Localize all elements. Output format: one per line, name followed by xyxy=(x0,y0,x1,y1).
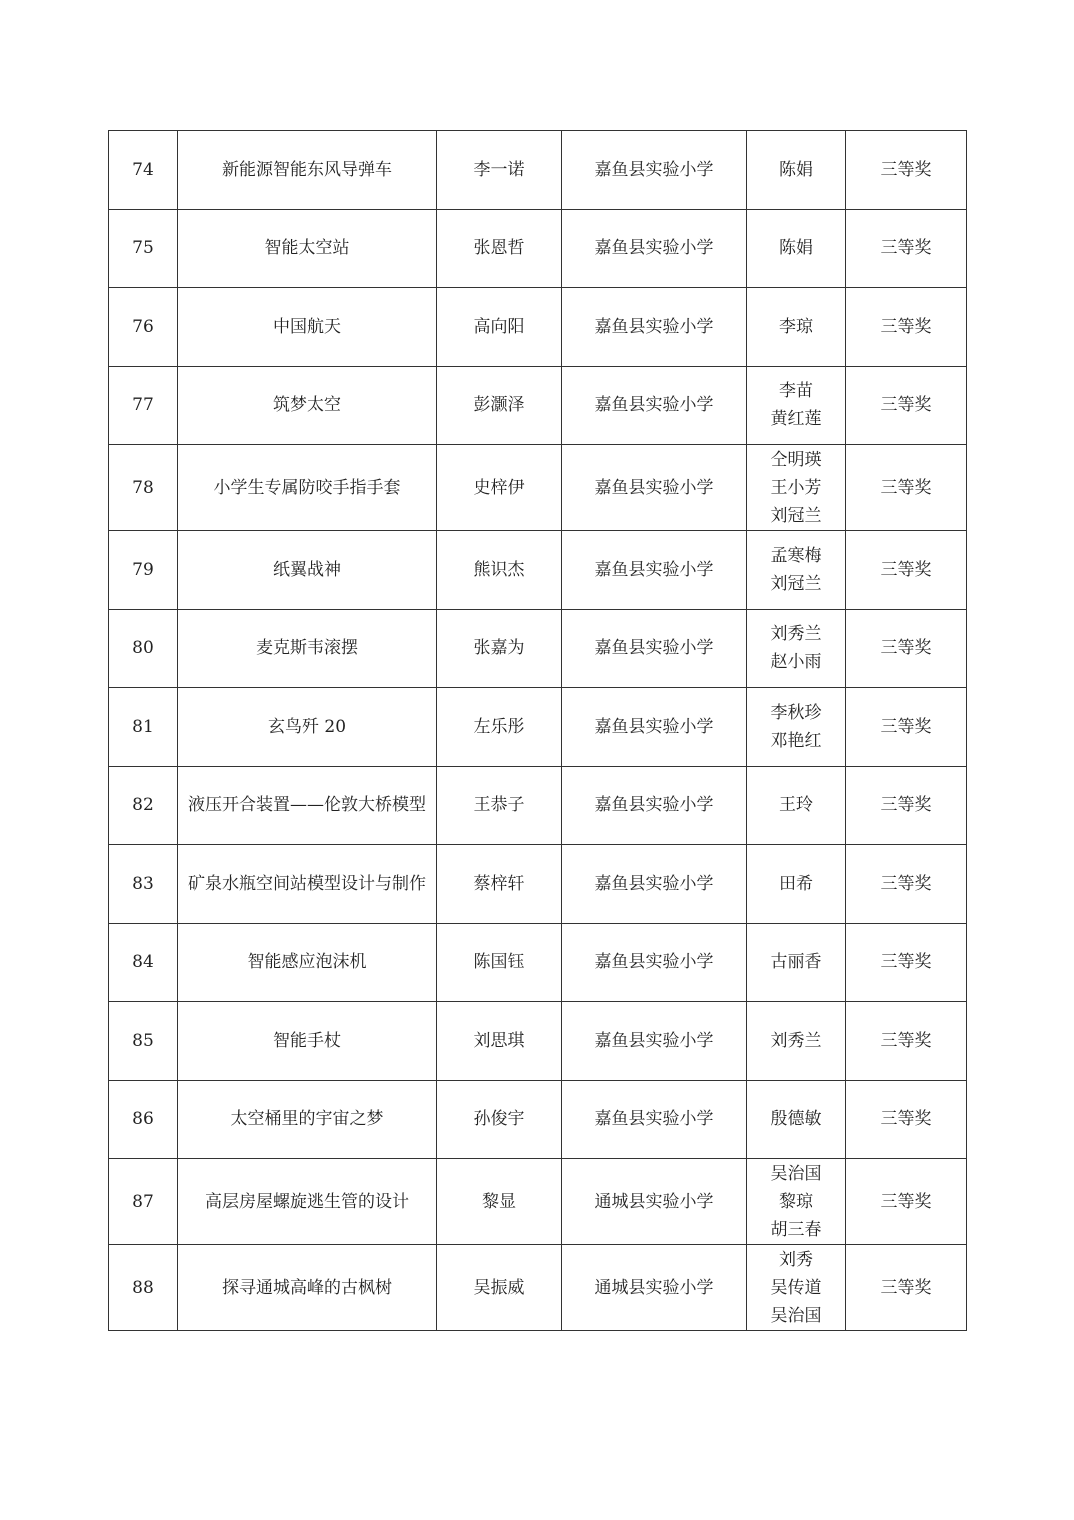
teacher-name: 刘秀兰 xyxy=(770,624,822,645)
teacher-name: 刘冠兰 xyxy=(770,505,822,526)
teacher-name: 李琼 xyxy=(779,316,813,337)
teacher-name: 李秋珍 xyxy=(770,702,822,723)
cell-school: 嘉鱼县实验小学 xyxy=(562,131,747,210)
table-row xyxy=(109,1245,967,1331)
cell-number: 87 xyxy=(109,1159,178,1245)
cell-award: 三等奖 xyxy=(846,1245,967,1331)
cell-number: 77 xyxy=(109,366,178,445)
cell-school: 嘉鱼县实验小学 xyxy=(562,688,747,767)
cell-teachers xyxy=(747,688,846,767)
cell-school: 嘉鱼县实验小学 xyxy=(562,445,747,531)
cell-teachers xyxy=(747,766,846,845)
cell-student: 陈国钰 xyxy=(437,923,562,1002)
teacher-name: 王小芳 xyxy=(770,477,822,498)
cell-number: 76 xyxy=(109,288,178,367)
teacher-name: 黎琼 xyxy=(779,1191,813,1212)
teacher-name: 田希 xyxy=(779,873,813,894)
cell-student: 左乐彤 xyxy=(437,688,562,767)
teacher-name: 孟寒梅 xyxy=(770,545,822,566)
teacher-name: 邓艳红 xyxy=(770,730,822,751)
teacher-name: 刘冠兰 xyxy=(770,573,822,594)
teacher-name: 吴传道 xyxy=(770,1277,822,1298)
cell-number: 80 xyxy=(109,609,178,688)
cell-school: 通城县实验小学 xyxy=(562,1245,747,1331)
cell-award: 三等奖 xyxy=(846,923,967,1002)
cell-school: 通城县实验小学 xyxy=(562,1159,747,1245)
cell-project-title: 纸翼战神 xyxy=(178,531,437,610)
cell-school: 嘉鱼县实验小学 xyxy=(562,366,747,445)
table-row xyxy=(109,1080,967,1159)
cell-project-title: 智能太空站 xyxy=(178,209,437,288)
cell-project-title: 矿泉水瓶空间站模型设计与制作 xyxy=(178,845,437,924)
cell-school: 嘉鱼县实验小学 xyxy=(562,1002,747,1081)
cell-project-title: 玄鸟歼 20 xyxy=(178,688,437,767)
cell-student: 张恩哲 xyxy=(437,209,562,288)
cell-number: 79 xyxy=(109,531,178,610)
cell-teachers xyxy=(747,609,846,688)
teacher-name: 吴治国 xyxy=(770,1305,822,1326)
teacher-name: 古丽香 xyxy=(770,952,822,973)
table-row xyxy=(109,531,967,610)
table-row xyxy=(109,131,967,210)
cell-teachers xyxy=(747,445,846,531)
cell-teachers xyxy=(747,1002,846,1081)
cell-project-title: 液压开合装置——伦敦大桥模型 xyxy=(178,766,437,845)
cell-award: 三等奖 xyxy=(846,131,967,210)
cell-student: 蔡梓轩 xyxy=(437,845,562,924)
cell-school: 嘉鱼县实验小学 xyxy=(562,845,747,924)
cell-number: 74 xyxy=(109,131,178,210)
cell-project-title: 中国航天 xyxy=(178,288,437,367)
cell-teachers xyxy=(747,131,846,210)
teacher-name: 刘秀 xyxy=(779,1249,813,1270)
cell-student: 黎显 xyxy=(437,1159,562,1245)
cell-teachers xyxy=(747,1245,846,1331)
teacher-name: 赵小雨 xyxy=(770,652,822,673)
cell-number: 88 xyxy=(109,1245,178,1331)
cell-number: 84 xyxy=(109,923,178,1002)
cell-project-title: 智能感应泡沫机 xyxy=(178,923,437,1002)
cell-school: 嘉鱼县实验小学 xyxy=(562,531,747,610)
cell-teachers xyxy=(747,845,846,924)
cell-project-title: 麦克斯韦滚摆 xyxy=(178,609,437,688)
table-row xyxy=(109,1159,967,1245)
cell-number: 75 xyxy=(109,209,178,288)
cell-school: 嘉鱼县实验小学 xyxy=(562,288,747,367)
cell-school: 嘉鱼县实验小学 xyxy=(562,1080,747,1159)
cell-award: 三等奖 xyxy=(846,209,967,288)
cell-project-title: 探寻通城高峰的古枫树 xyxy=(178,1245,437,1331)
cell-student: 高向阳 xyxy=(437,288,562,367)
cell-award: 三等奖 xyxy=(846,766,967,845)
cell-student: 李一诺 xyxy=(437,131,562,210)
cell-award: 三等奖 xyxy=(846,445,967,531)
cell-teachers xyxy=(747,288,846,367)
cell-award: 三等奖 xyxy=(846,845,967,924)
table-row xyxy=(109,209,967,288)
cell-student: 熊识杰 xyxy=(437,531,562,610)
cell-teachers xyxy=(747,209,846,288)
cell-project-title: 智能手杖 xyxy=(178,1002,437,1081)
teacher-name: 王玲 xyxy=(779,795,813,816)
teacher-name: 殷德敏 xyxy=(770,1109,822,1130)
cell-school: 嘉鱼县实验小学 xyxy=(562,766,747,845)
table-row xyxy=(109,445,967,531)
table-row xyxy=(109,366,967,445)
cell-number: 78 xyxy=(109,445,178,531)
table-row xyxy=(109,688,967,767)
cell-number: 82 xyxy=(109,766,178,845)
cell-student: 史梓伊 xyxy=(437,445,562,531)
cell-number: 83 xyxy=(109,845,178,924)
teacher-name: 胡三春 xyxy=(770,1219,822,1240)
cell-teachers xyxy=(747,366,846,445)
cell-award: 三等奖 xyxy=(846,531,967,610)
cell-student: 张嘉为 xyxy=(437,609,562,688)
cell-award: 三等奖 xyxy=(846,609,967,688)
teacher-name: 陈娟 xyxy=(779,159,813,180)
cell-award: 三等奖 xyxy=(846,366,967,445)
table-row xyxy=(109,923,967,1002)
table-row xyxy=(109,609,967,688)
cell-number: 81 xyxy=(109,688,178,767)
cell-student: 吴振威 xyxy=(437,1245,562,1331)
table-row xyxy=(109,845,967,924)
cell-teachers xyxy=(747,531,846,610)
cell-project-title: 新能源智能东风导弹车 xyxy=(178,131,437,210)
awards-table xyxy=(108,130,967,1331)
cell-teachers xyxy=(747,923,846,1002)
table-row xyxy=(109,766,967,845)
cell-school: 嘉鱼县实验小学 xyxy=(562,923,747,1002)
teacher-name: 黄红莲 xyxy=(770,409,822,430)
cell-student: 孙俊宇 xyxy=(437,1080,562,1159)
cell-project-title: 太空桶里的宇宙之梦 xyxy=(178,1080,437,1159)
cell-project-title: 小学生专属防咬手指手套 xyxy=(178,445,437,531)
cell-project-title: 高层房屋螺旋逃生管的设计 xyxy=(178,1159,437,1245)
cell-award: 三等奖 xyxy=(846,288,967,367)
teacher-name: 仝明瑛 xyxy=(770,449,822,470)
cell-student: 彭灏泽 xyxy=(437,366,562,445)
cell-teachers xyxy=(747,1159,846,1245)
awards-table-body xyxy=(109,131,967,1331)
table-row xyxy=(109,288,967,367)
teacher-name: 吴治国 xyxy=(770,1163,822,1184)
cell-project-title: 筑梦太空 xyxy=(178,366,437,445)
cell-teachers xyxy=(747,1080,846,1159)
table-row xyxy=(109,1002,967,1081)
cell-school: 嘉鱼县实验小学 xyxy=(562,209,747,288)
cell-number: 85 xyxy=(109,1002,178,1081)
cell-award: 三等奖 xyxy=(846,1002,967,1081)
cell-student: 刘思琪 xyxy=(437,1002,562,1081)
teacher-name: 陈娟 xyxy=(779,238,813,259)
teacher-name: 李苗 xyxy=(779,381,813,402)
cell-student: 王恭子 xyxy=(437,766,562,845)
teacher-name: 刘秀兰 xyxy=(770,1030,822,1051)
cell-number: 86 xyxy=(109,1080,178,1159)
cell-award: 三等奖 xyxy=(846,688,967,767)
cell-award: 三等奖 xyxy=(846,1080,967,1159)
cell-award: 三等奖 xyxy=(846,1159,967,1245)
cell-school: 嘉鱼县实验小学 xyxy=(562,609,747,688)
